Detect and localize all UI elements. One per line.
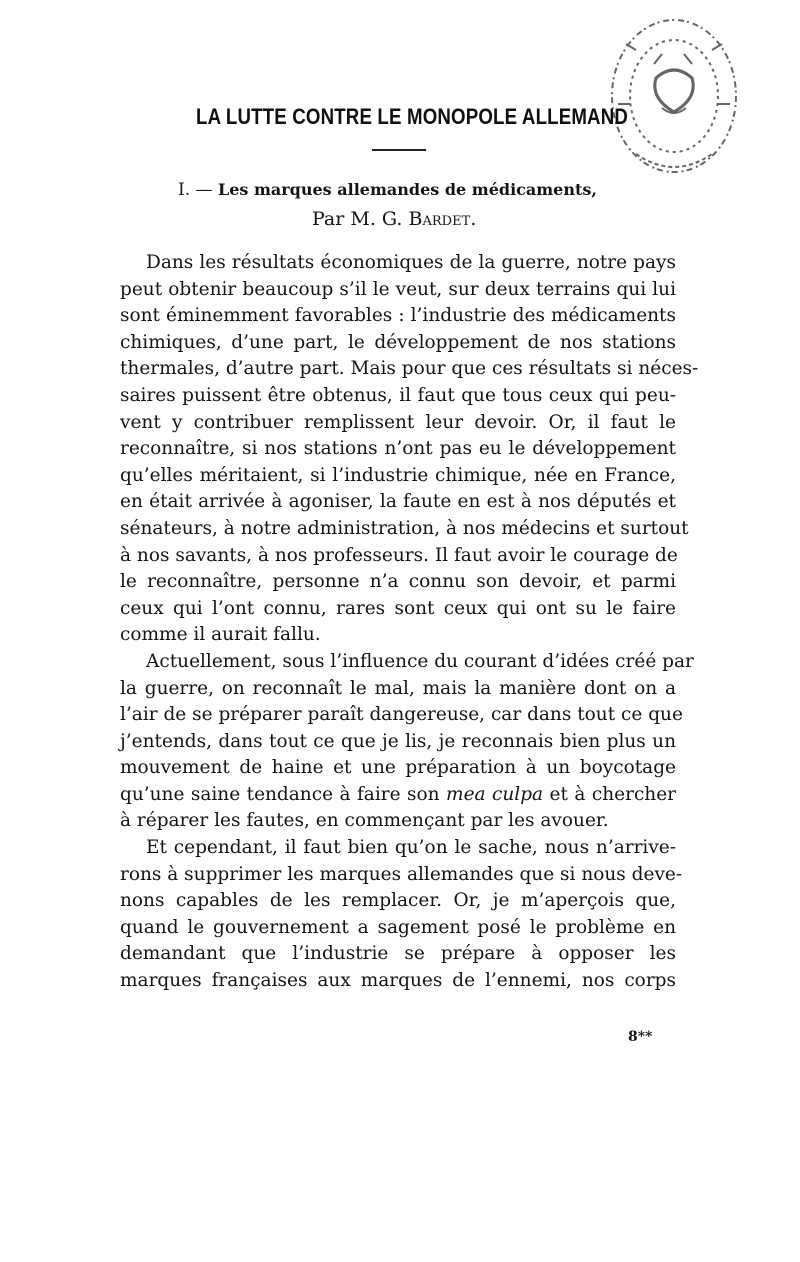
latin-emphasis: mea culpa (446, 783, 544, 805)
byline-author: Bardet. (408, 208, 477, 230)
text-line: nons capables de les remplacer. Or, je m’aperçois que, (120, 890, 676, 912)
text-line: j’entends, dans tout ce que je lis, je reconnais bien plus un (120, 730, 676, 752)
text-line: saires puissent être obtenus, il faut que tous ceux qui peu- (120, 384, 676, 406)
text-line: Dans les résultats économiques de la guerre, notre pays (146, 252, 676, 273)
paragraph-1 (120, 250, 699, 649)
text-line: demandant que l’industrie se prépare à opposer les (120, 943, 676, 965)
text-line: sont éminemment favorables : l’industrie des médicaments (120, 305, 676, 327)
section-title: Les marques allemandes de médicaments, (217, 180, 597, 199)
title-divider (372, 149, 426, 151)
text-line: marques françaises aux marques de l’ennemi, nos corps (120, 970, 676, 992)
text-line: comme il aurait fallu. (120, 624, 321, 646)
text-line: rons à supprimer les marques allemandes que si nous deve- (120, 863, 683, 885)
section-number: I. — (178, 180, 213, 200)
text-line: en était arrivée à agoniser, la faute en est à nos députés et (120, 491, 676, 513)
page-title: LA LUTTE CONTRE LE MONOPOLE ALLEMAND (196, 104, 629, 129)
text-line: ceux qui l’ont connu, rares sont ceux qui ont su le faire (120, 597, 676, 619)
article-body (120, 250, 699, 995)
text-line: à nos savants, à nos professeurs. Il faut avoir le courage de (120, 544, 678, 566)
text-line: l’air de se préparer paraît dangereuse, car dans tout ce que (120, 704, 683, 726)
text-line: le reconnaître, personne n’a connu son devoir, et parmi (120, 571, 676, 593)
text-line: chimiques, d’une part, le développement de nos stations (120, 331, 676, 353)
text-line: mouvement de haine et une préparation à un boycotage (120, 757, 676, 779)
section-heading (178, 180, 597, 200)
paragraph-2 (120, 649, 694, 835)
text-fragment: qu’une saine tendance à faire son (120, 783, 440, 805)
paragraph-3 (120, 835, 683, 995)
text-line: vent y contribuer remplissent leur devoir. Or, il faut le (120, 411, 676, 433)
text-line: thermales, d’autre part. Mais pour que ces résultats si néces- (120, 358, 699, 380)
text-line: peut obtenir beaucoup s’il le veut, sur deux terrains qui lui (120, 278, 676, 300)
text-line-mixed (120, 782, 676, 809)
signature-mark: 8** (628, 1029, 653, 1045)
text-line: reconnaître, si nos stations n’ont pas eu le développement (120, 438, 676, 460)
text-line: quand le gouvernement a sagement posé le problème en (120, 916, 676, 938)
text-line: Et cependant, il faut bien qu’on le sache, nous n’arrive- (146, 837, 676, 859)
text-line: la guerre, on reconnaît le mal, mais la manière dont on a (120, 677, 676, 699)
text-line: qu’elles méritaient, si l’industrie chimique, née en France, (120, 464, 676, 486)
byline-prefix: Par M. G. (312, 208, 403, 230)
text-fragment: et à chercher (549, 783, 677, 805)
text-line: à réparer les fautes, en commençant par les avouer. (120, 810, 609, 832)
library-stamp (596, 4, 746, 184)
text-line: Actuellement, sous l’influence du courant d’idées créé par (146, 650, 694, 672)
text-line: sénateurs, à notre administration, à nos médecins et surtout (120, 517, 689, 539)
byline (312, 208, 476, 230)
